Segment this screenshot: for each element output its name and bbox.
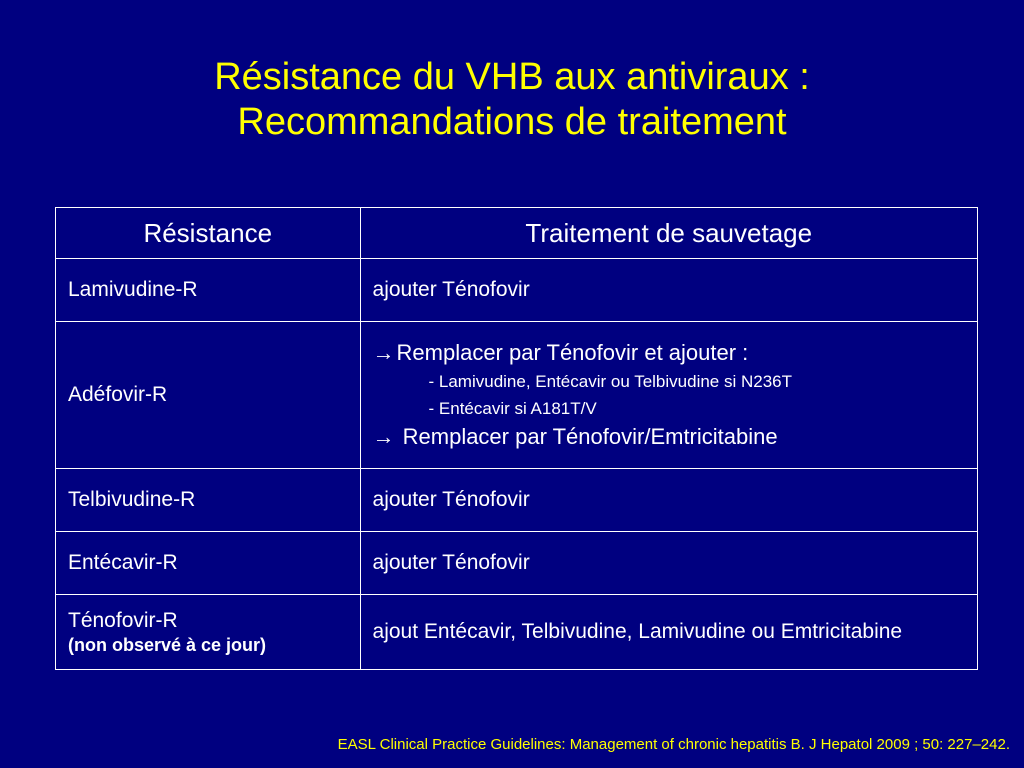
arrow-right-icon: → xyxy=(372,424,395,449)
cell-treatment: ajouter Ténofovir xyxy=(360,532,977,595)
citation-footer: EASL Clinical Practice Guidelines: Management of chronic hepatitis B. J Hepatol 2009 ; 50: 227–242. xyxy=(337,736,1010,753)
table-row xyxy=(56,322,978,469)
cell-treatment xyxy=(360,322,977,469)
cell-treatment: ajouter Ténofovir xyxy=(360,469,977,532)
cell-treatment: ajouter Ténofovir xyxy=(360,259,977,322)
treatment-option-1-text: Remplacer par Ténofovir et ajouter : xyxy=(396,340,749,365)
header-resistance: Résistance xyxy=(56,208,361,259)
treatment-option-1 xyxy=(373,338,965,368)
table-row xyxy=(56,595,978,670)
header-treatment: Traitement de sauvetage xyxy=(360,208,977,259)
cell-treatment: ajout Entécavir, Telbivudine, Lamivudine ou Emtricitabine xyxy=(360,595,977,670)
slide-title xyxy=(0,55,1024,145)
slide-title-line-1: Résistance du VHB aux antiviraux : xyxy=(214,56,810,98)
resistance-note: (non observé à ce jour) xyxy=(68,634,267,655)
treatment-option-2-text: Remplacer par Ténofovir/Emtricitabine xyxy=(396,424,778,449)
table-row xyxy=(56,259,978,322)
arrow-right-icon: → xyxy=(372,340,395,365)
cell-resistance xyxy=(56,595,361,670)
treatment-option-2 xyxy=(373,422,965,452)
table-row xyxy=(56,532,978,595)
table-header-row xyxy=(56,208,978,259)
cell-resistance-text: Ténofovir-R xyxy=(68,608,178,632)
cell-resistance: Adéfovir-R xyxy=(56,322,361,469)
table-row xyxy=(56,469,978,532)
cell-resistance: Lamivudine-R xyxy=(56,259,361,322)
cell-resistance: Telbivudine-R xyxy=(56,469,361,532)
treatment-sub-option-1: - Lamivudine, Entécavir ou Telbivudine si N236T xyxy=(428,372,793,391)
slide-title-line-2: Recommandations de traitement xyxy=(237,101,787,143)
cell-resistance: Entécavir-R xyxy=(56,532,361,595)
resistance-table xyxy=(55,207,978,670)
treatment-sub-option-2: - Entécavir si A181T/V xyxy=(428,399,597,418)
